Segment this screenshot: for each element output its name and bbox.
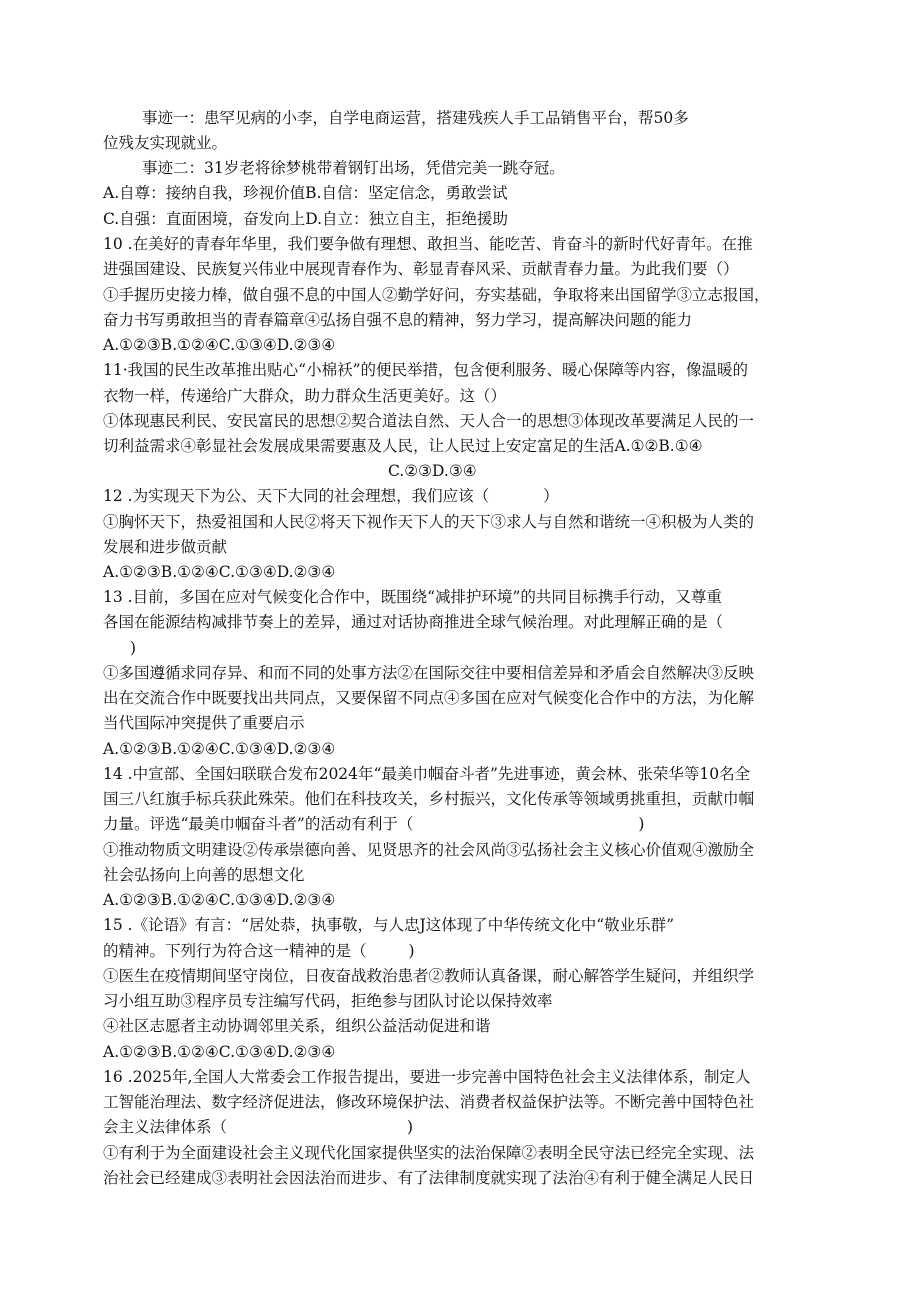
line-event1-a: 事迹一：患罕见病的小李，自学电商运营，搭建残疾人手工品销售平台，帮50多 bbox=[142, 109, 689, 127]
question-14-stem-cont2 bbox=[103, 814, 644, 834]
question-10-statements-cont: 奋力书写勇敢担当的青春篇章④弘扬自强不息的精神，努力学习，提高解决问题的能力 bbox=[103, 311, 693, 329]
question-13-statements: ①多国遵循求同存异、和而不同的处事方法②在国际交往中要相信差异和矛盾会自然解决③反映 bbox=[103, 664, 755, 682]
question-11-statements: ①体现惠民利民、安民富民的思想②契合道法自然、天人合一的思想③体现改革要满足人民的一 bbox=[103, 412, 755, 430]
question-11-stem: 11·我国的民生改革推出贴心“小棉袄”的便民举措，包含便利服务、暖心保障等内容，像温暖的 bbox=[103, 361, 749, 379]
question-12-stem bbox=[103, 486, 559, 506]
question-10-statements: ①手握历史接力棒，做自强不息的中国人②勤学好问，夯实基础，争取将来出国留学③立志报国， bbox=[103, 286, 770, 304]
question-10-stem-cont: 进强国建设、民族复兴伟业中展现青春作为、彰显青春风采、贡献青春力量。为此我们要（） bbox=[103, 260, 739, 278]
option-line-cd: C.自强：直面困境，奋发向上D.自立：独立自主，拒绝援助 bbox=[103, 210, 509, 228]
question-14-statements: ①推动物质文明建设②传承崇德向善、见贤思齐的社会风尚③弘扬社会主义核心价值观④激励全 bbox=[103, 841, 755, 859]
question-14-stem-cont: 国三八红旗手标兵获此殊荣。他们在科技攻关，乡村振兴，文化传承等领域勇挑重担，贡献巾帼 bbox=[103, 790, 755, 808]
question-15-stem-text: 的精神。下列行为符合这一精神的是（ bbox=[103, 942, 367, 960]
question-15-stem: 15 .《论语》有言：“居处恭，执事敬，与人忠J这体现了中华传统文化中“敬业乐群” bbox=[103, 916, 675, 934]
question-15-paren-close: ) bbox=[408, 942, 415, 960]
question-16-stem: 16 .2025年,全国人大常委会工作报告提出，要进一步完善中国特色社会主义法律体系，制定人 bbox=[103, 1068, 751, 1086]
question-16-stem-cont2 bbox=[103, 1117, 413, 1137]
question-15-stem-cont bbox=[103, 941, 415, 961]
question-10-stem: 10 .在美好的青春年华里，我们要争做有理想、敢担当、能吃苦、肯奋斗的新时代好青年。在推 bbox=[103, 235, 753, 253]
question-11-stem-cont: 衣物一样，传递给广大群众，助力群众生活更美好。这（） bbox=[103, 387, 507, 405]
question-13-statements-cont2: 当代国际冲突提供了重要启示 bbox=[103, 714, 305, 732]
question-13-stem-cont: 各国在能源结构减排节奏上的差异，通过对话协商推进全球气候治理。对此理解正确的是（ bbox=[103, 613, 724, 631]
question-16-paren-close: ) bbox=[407, 1118, 414, 1136]
question-16-statements: ①有利于为全面建设社会主义现代化国家提供坚实的法治保障②表明全民守法已经完全实现、法 bbox=[103, 1144, 755, 1162]
question-14-options: A.①②③B.①②④C.①③④D.②③④ bbox=[103, 891, 336, 909]
question-16-statements-cont: 治社会已经建成③表明社会因法治而进步、有了法律制度就实现了法治④有利于健全满足人民日 bbox=[103, 1169, 755, 1187]
question-11-options-cont: C.②③D.③④ bbox=[388, 462, 477, 480]
question-13-stem: 13 .目前，多国在应对气候变化合作中，既围绕“减排护环境”的共同目标携手行动，又尊重 bbox=[103, 588, 722, 606]
question-12-statements: ①胸怀天下，热爱祖国和人民②将天下视作天下人的天下③求人与自然和谐统一④积极为人类的 bbox=[103, 513, 755, 531]
question-14-paren-close: ) bbox=[638, 815, 645, 833]
line-event2: 事迹二：31岁老将徐梦桃带着钢钉出场，凭借完美一跳夺冠。 bbox=[142, 159, 565, 177]
question-14-statements-cont: 社会弘扬向上向善的思想文化 bbox=[103, 866, 305, 884]
question-12-statements-cont: 发展和进步做贡献 bbox=[103, 538, 228, 556]
question-13-paren-close: ) bbox=[130, 639, 137, 657]
question-16-stem-text: 会主义法律体系（ bbox=[103, 1118, 228, 1136]
question-12-paren-close: ） bbox=[543, 487, 559, 505]
question-15-statements-cont: 习小组互助③程序员专注编写代码，拒绝参与团队讨论以保持效率 bbox=[103, 992, 553, 1010]
question-12-options: A.①②③B.①②④C.①③④D.②③④ bbox=[103, 563, 336, 581]
question-12-stem-text: 12 .为实现天下为公、天下大同的社会理想，我们应该（ bbox=[103, 487, 490, 505]
question-16-stem-cont: 工智能治理法、数字经济促进法，修改环境保护法、消费者权益保护法等。不断完善中国特色社 bbox=[103, 1093, 755, 1111]
question-15-statements: ①医生在疫情期间坚守岗位，日夜奋战救治患者②教师认真备课，耐心解答学生疑问，并组织学 bbox=[103, 967, 755, 985]
question-10-options: A.①②③B.①②④C.①③④D.②③④ bbox=[103, 336, 336, 354]
question-13-options: A.①②③B.①②④C.①③④D.②③④ bbox=[103, 740, 336, 758]
line-event1-b: 位残友实现就业。 bbox=[103, 134, 228, 152]
question-14-stem-text: 力量。评选“最美巾帼奋斗者”的活动有利于（ bbox=[103, 815, 414, 833]
question-11-statements-cont: 切利益需求④彰显社会发展成果需要惠及人民，让人民过上安定富足的生活A.①②B.①④ bbox=[103, 437, 703, 455]
question-13-statements-cont: 出在交流合作中既要找出共同点，又要保留不同点④多国在应对气候变化合作中的方法，为化解 bbox=[103, 689, 755, 707]
question-14-stem: 14 .中宣部、全国妇联联合发布2024年“最美巾帼奋斗者”先进事迹，黄会林、张荣华等10名全 bbox=[103, 765, 751, 783]
option-line-ab: A.自尊：接纳自我，珍视价值B.自信：坚定信念，勇敢尝试 bbox=[103, 184, 508, 202]
question-15-options: A.①②③B.①②④C.①③④D.②③④ bbox=[103, 1043, 336, 1061]
question-15-statement-4: ④社区志愿者主动协调邻里关系，组织公益活动促进和谐 bbox=[103, 1017, 491, 1035]
